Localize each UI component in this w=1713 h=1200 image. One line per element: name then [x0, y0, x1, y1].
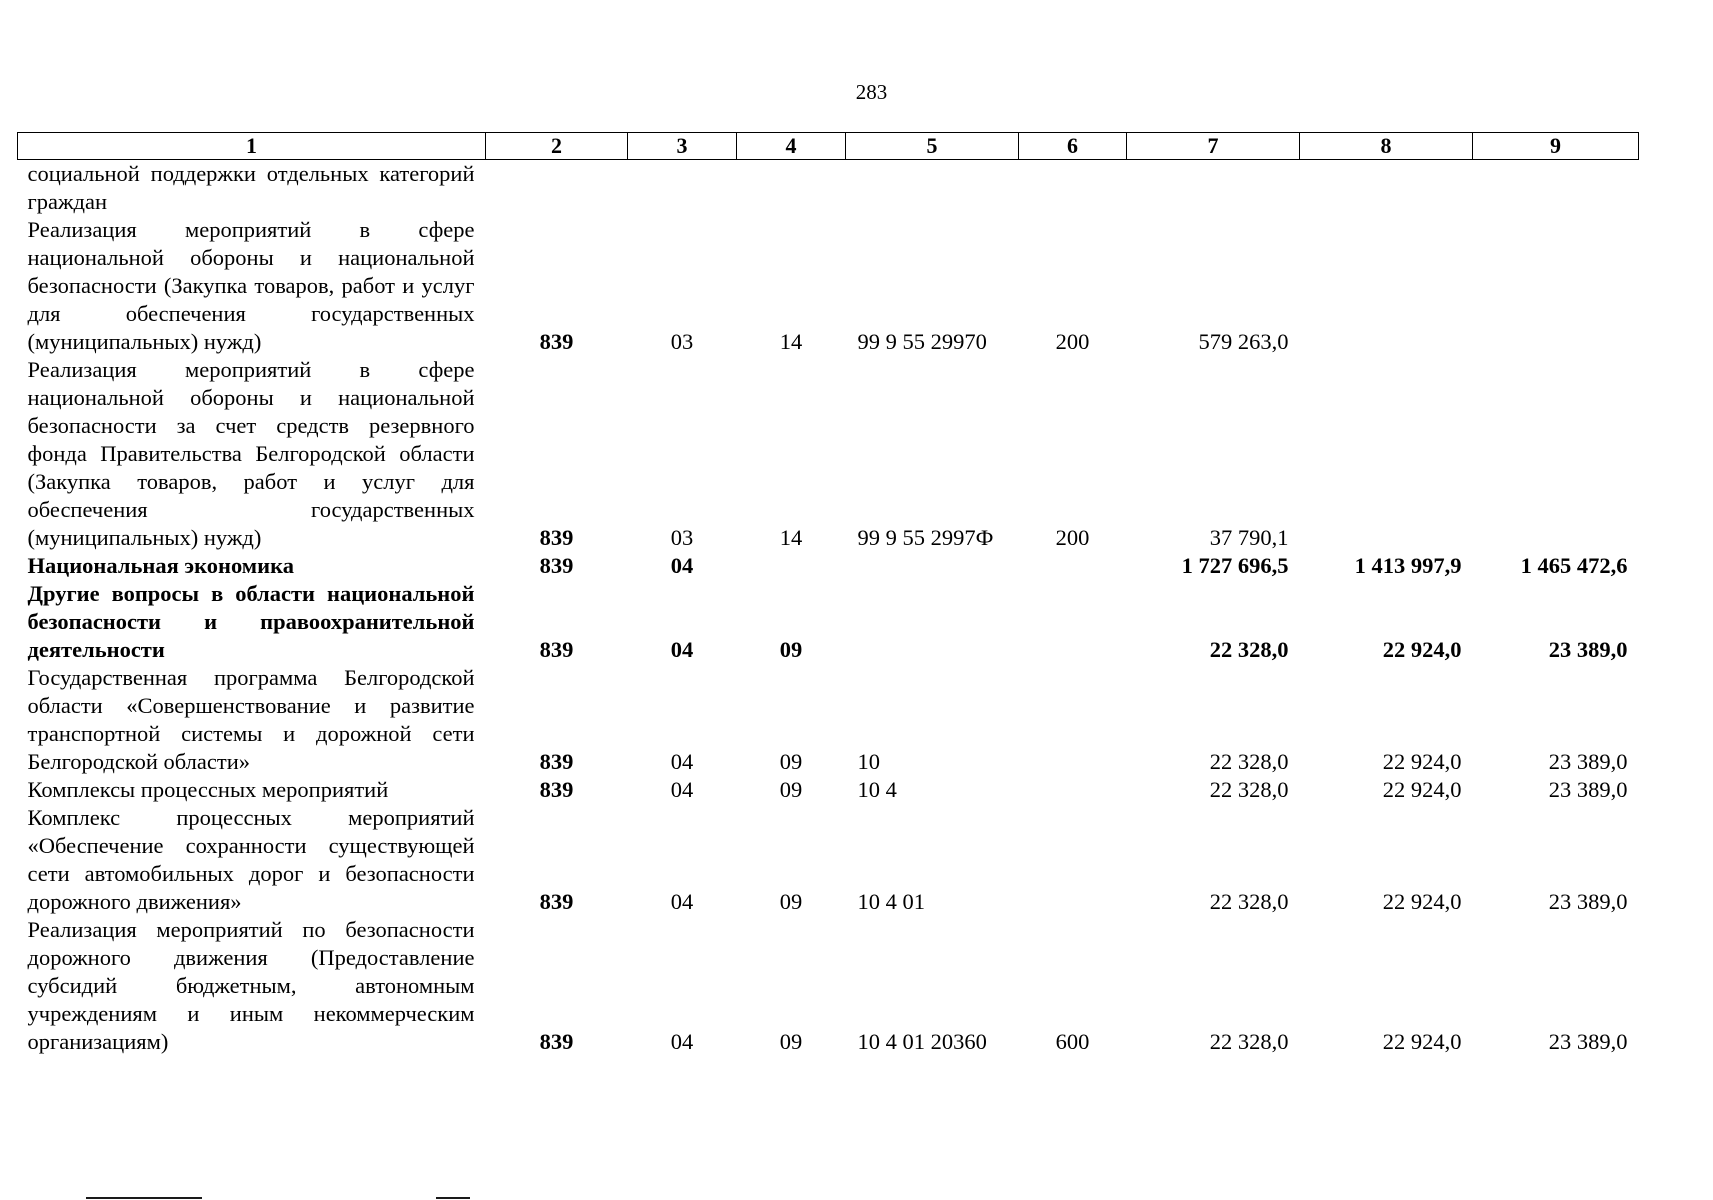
- cell-razdel: 04: [670, 749, 694, 774]
- row-name: Реализация мероприятий по безопасности дорожного движения (Предоставление субсидий бюджетным, автономным учреждениям и иным некоммерческим организациям): [27, 917, 475, 1054]
- header-cell: 1: [18, 133, 486, 160]
- cell-razdel: 03: [670, 525, 694, 550]
- cell-statya: 10 4: [857, 777, 897, 802]
- row-name: Комплекс процессных мероприятий «Обеспечение сохранности существующей сети автомобильных дорог и безопасности дорожного движения»: [27, 805, 475, 914]
- cell-statya: 99 9 55 29970: [857, 329, 987, 354]
- row-name: Другие вопросы в области национальной безопасности и правоохранительной деятельности: [27, 581, 475, 662]
- cell-podrazdel: 09: [779, 889, 803, 914]
- cell-podrazdel: 14: [779, 525, 803, 550]
- cell-razdel: [628, 160, 737, 217]
- cell-statya: 99 9 55 2997Ф: [857, 525, 994, 550]
- cell-podrazdel: 09: [779, 777, 803, 802]
- cell-year1: 1 727 696,5: [1181, 553, 1289, 578]
- cell-glava: 839: [539, 1029, 574, 1054]
- header-cell: 4: [737, 133, 846, 160]
- cell-year3: [1473, 356, 1639, 552]
- page-number: 283: [855, 80, 888, 104]
- row-name: Реализация мероприятий в сфере национальной обороны и национальной безопасности (Закупка товаров, работ и услуг для обеспечения государственных (муниципальных) нужд): [27, 217, 475, 354]
- row-name: Комплексы процессных мероприятий: [27, 777, 389, 802]
- cell-year3: 23 389,0: [1548, 889, 1628, 914]
- header-cell: 9: [1473, 133, 1639, 160]
- cell-statya: [846, 580, 1019, 664]
- row-name: Государственная программа Белгородской области «Совершенствование и развитие транспортной системы и дорожной сети Белгородской области»: [27, 665, 475, 774]
- row-name: Реализация мероприятий в сфере национальной обороны и национальной безопасности за счет средств резервного фонда Правительства Белгородской области (Закупка товаров, работ и услуг для обеспечения государственных (муниципальных) нужд): [27, 357, 475, 550]
- table-row: [18, 804, 1639, 916]
- table-row: [18, 776, 1639, 804]
- cell-vid: [1019, 664, 1127, 776]
- cell-statya: 10: [857, 749, 880, 774]
- cell-year2: [1300, 160, 1473, 217]
- header-cell: 2: [486, 133, 628, 160]
- cell-vid: [1019, 580, 1127, 664]
- cell-vid: [1019, 160, 1127, 217]
- header-cell: 7: [1127, 133, 1300, 160]
- cell-year2: [1300, 216, 1473, 356]
- cell-razdel: 04: [670, 889, 694, 914]
- cell-year3: [1473, 160, 1639, 217]
- cell-year2: 22 924,0: [1382, 1029, 1462, 1054]
- cell-glava: [486, 160, 628, 217]
- cell-year2: 22 924,0: [1382, 749, 1462, 774]
- budget-table: [17, 132, 1639, 1056]
- cell-podrazdel: 09: [779, 1029, 803, 1054]
- table-row: [18, 160, 1639, 217]
- header-cell: 8: [1300, 133, 1473, 160]
- cell-year1: 22 328,0: [1209, 777, 1289, 802]
- table-row: [18, 580, 1639, 664]
- table-row: [18, 216, 1639, 356]
- cell-year3: 23 389,0: [1548, 637, 1628, 662]
- cell-year1: 22 328,0: [1209, 637, 1289, 662]
- table-row: [18, 356, 1639, 552]
- cell-glava: 839: [539, 889, 574, 914]
- cell-vid: [1019, 776, 1127, 804]
- cell-year1: 22 328,0: [1209, 1029, 1289, 1054]
- cell-podrazdel: 09: [779, 749, 803, 774]
- cell-razdel: 04: [670, 1029, 694, 1054]
- cell-podrazdel: [737, 160, 846, 217]
- cell-statya: [846, 552, 1019, 580]
- cell-statya: [846, 160, 1019, 217]
- cell-razdel: 04: [670, 553, 694, 578]
- cell-statya: 10 4 01: [857, 889, 925, 914]
- cell-year2: 22 924,0: [1382, 889, 1462, 914]
- cell-year2: 22 924,0: [1382, 637, 1462, 662]
- cell-statya: 10 4 01 20360: [857, 1029, 987, 1054]
- cell-razdel: 04: [670, 777, 694, 802]
- cell-year2: 1 413 997,9: [1354, 553, 1462, 578]
- cell-glava: 839: [539, 329, 574, 354]
- cell-vid: [1019, 804, 1127, 916]
- cell-podrazdel: 14: [779, 329, 803, 354]
- cell-vid: [1019, 552, 1127, 580]
- scan-edge-bottom-left: [86, 1197, 202, 1199]
- cell-glava: 839: [539, 777, 574, 802]
- cell-year2: [1300, 356, 1473, 552]
- cell-glava: 839: [539, 553, 574, 578]
- cell-vid: 200: [1055, 525, 1090, 550]
- cell-year1: 22 328,0: [1209, 889, 1289, 914]
- header-cell: 3: [628, 133, 737, 160]
- header-row: [18, 133, 1639, 160]
- cell-year3: 23 389,0: [1548, 777, 1628, 802]
- cell-year1: 22 328,0: [1209, 749, 1289, 774]
- cell-podrazdel: 09: [779, 637, 803, 662]
- cell-glava: 839: [539, 637, 574, 662]
- header-cell: 5: [846, 133, 1019, 160]
- cell-year2: 22 924,0: [1382, 777, 1462, 802]
- cell-razdel: 04: [670, 637, 694, 662]
- cell-glava: 839: [539, 749, 574, 774]
- cell-year1: 37 790,1: [1209, 525, 1289, 550]
- cell-razdel: 03: [670, 329, 694, 354]
- cell-glava: 839: [539, 525, 574, 550]
- cell-year3: 1 465 472,6: [1520, 553, 1628, 578]
- row-name: социальной поддержки отдельных категорий граждан: [27, 161, 475, 214]
- cell-year1: [1127, 160, 1300, 217]
- cell-year3: 23 389,0: [1548, 749, 1628, 774]
- cell-podrazdel: [737, 552, 846, 580]
- table-row: [18, 916, 1639, 1056]
- header-cell: 6: [1019, 133, 1127, 160]
- cell-year1: 579 263,0: [1198, 329, 1289, 354]
- cell-vid: 200: [1055, 329, 1090, 354]
- table-row: [18, 552, 1639, 580]
- cell-vid: 600: [1055, 1029, 1090, 1054]
- cell-year3: [1473, 216, 1639, 356]
- table-row: [18, 664, 1639, 776]
- scan-edge-bottom-mid: [436, 1197, 470, 1199]
- cell-year3: 23 389,0: [1548, 1029, 1628, 1054]
- row-name: Национальная экономика: [27, 553, 294, 578]
